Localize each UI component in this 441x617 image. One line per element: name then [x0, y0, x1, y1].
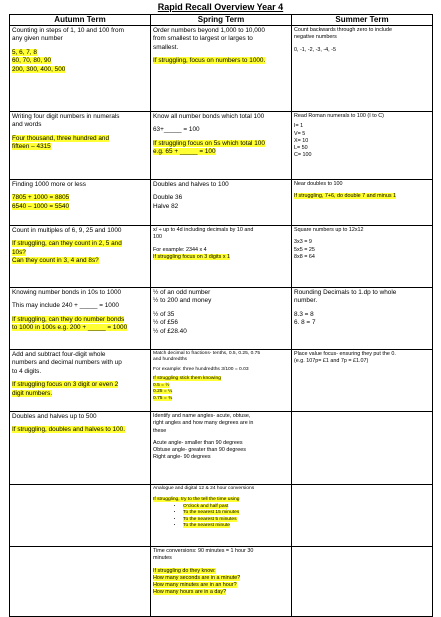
cell-text: Count in multiples of 6, 9, 25 and 1000: [12, 227, 122, 234]
table-row: [10, 226, 433, 288]
cell-text: Analogue and digital 12 & 24 hour conversions: [153, 486, 255, 491]
autumn-cell: [10, 288, 151, 350]
autumn-cell: [10, 485, 151, 547]
highlight-text: If struggling, try to the tell the time using: [153, 497, 240, 503]
table-row: [10, 485, 433, 547]
autumn-cell: [10, 180, 151, 226]
highlight-text: Four thousand, three hundred and: [12, 134, 109, 142]
cell-text: 100: [153, 234, 162, 241]
cell-text: ½ to 200 and money: [153, 297, 212, 305]
autumn-cell: [10, 112, 151, 180]
cell-text: This may include 240 + _____ = 1000: [12, 302, 119, 310]
autumn-cell: [10, 547, 151, 617]
spring-cell: [151, 350, 292, 412]
cell-text: Finding 1000 more or less: [12, 181, 86, 188]
table-row: [10, 547, 433, 617]
autumn-cell: [10, 412, 151, 485]
column-header-summer: Summer Term: [292, 15, 433, 26]
cell-text: Match decimal to fractions- tenths, 0.5, 0.25, 0.75: [153, 351, 261, 356]
cell-text: 5x5 = 25: [294, 246, 315, 253]
cell-text: Counting in steps of 1, 10 and 100 from: [12, 27, 124, 34]
highlight-text: If struggling focus on 5s which total 100: [153, 139, 265, 147]
highlight-text: If struggling, doubles and halves to 100.: [12, 426, 125, 434]
cell-text: 8x8 = 64: [294, 253, 315, 260]
cell-text: For example: 2344 x 4: [153, 246, 207, 253]
cell-text: Doubles and halves up to 500: [12, 413, 97, 420]
list-item: To the nearest minute: [183, 523, 231, 529]
cell-text: (e.g. 107p= £1 and 7p = £1.07): [294, 358, 369, 365]
summer-cell: [292, 350, 433, 412]
spring-cell: [151, 180, 292, 226]
cell-text: ½ of an odd number: [153, 289, 211, 296]
highlight-text: 200, 300, 400, 500: [12, 65, 66, 73]
highlight-text: If struggling, 7+6, do double 7 and minus 1: [294, 193, 397, 200]
spring-cell: [151, 547, 292, 617]
summer-cell: [292, 180, 433, 226]
cell-text: Double 36: [153, 194, 183, 202]
cell-text: from smallest to largest or larges to: [153, 35, 253, 43]
cell-text: V= 5: [294, 130, 306, 137]
cell-text: negative numbers: [294, 34, 337, 41]
spring-cell: [151, 226, 292, 288]
overview-table: [9, 14, 433, 617]
table-row: [10, 26, 433, 112]
page-title: Rapid Recall Overview Year 4: [157, 2, 284, 12]
highlight-text: 0.5 = ½: [153, 382, 170, 388]
cell-text: Know all number bonds which total 100: [153, 113, 265, 120]
summer-cell: [292, 412, 433, 485]
highlight-text: How many hours are in a day?: [153, 589, 227, 596]
column-header-spring: Spring Term: [151, 15, 292, 26]
highlight-text: 5, 6, 7, 8: [12, 48, 37, 56]
highlight-text: If struggling focus on 3 digit or even 2: [12, 381, 119, 389]
cell-text: Rounding Decimals to 1.dp to whole: [294, 289, 397, 296]
highlight-text: If struggling stick them knowing: [153, 376, 221, 382]
highlight-text: If struggling, can they count in 2, 5 and: [12, 240, 122, 248]
cell-text: to 4 digits.: [12, 367, 42, 375]
spring-cell: [151, 288, 292, 350]
highlight-text: If struggling focus on 3 digits x 1: [153, 253, 231, 260]
highlight-text: How many minutes are in an hour?: [153, 582, 237, 589]
cell-text: number.: [294, 297, 318, 305]
summer-cell: [292, 288, 433, 350]
cell-text: 8.3 = 8: [294, 310, 314, 318]
cell-text: any given number: [12, 35, 63, 43]
cell-text: Order numbers beyond 1,000 to 10,000: [153, 27, 265, 34]
cell-text: Halve 82: [153, 202, 179, 210]
summer-cell: [292, 485, 433, 547]
highlight-text: 60, 70, 80, 90: [12, 57, 52, 65]
highlight-text: If struggling, can they do number bonds: [12, 315, 125, 323]
cell-text: Acute angle- smaller than 90 degrees: [153, 439, 243, 446]
highlight-text: 10s?: [12, 248, 26, 256]
highlight-text: Can they count in 3, 4 and 8s?: [12, 257, 99, 265]
cell-text: Identify and name angles- acute, obtuse,: [153, 413, 251, 419]
cell-text: ½ of £28.40: [153, 327, 187, 335]
autumn-cell: [10, 226, 151, 288]
summer-cell: [292, 26, 433, 112]
cell-text: minutes: [153, 555, 172, 562]
cell-text: right angles and how many degrees are in: [153, 420, 254, 427]
cell-text: Knowing number bonds in 10s to 1000: [12, 289, 122, 296]
highlight-text: 6540 – 1000 = 5540: [12, 202, 70, 210]
cell-text: 6. 8 = 7: [294, 319, 316, 327]
autumn-cell: [10, 350, 151, 412]
highlight-text: e.g. 65 + _____ = 100: [153, 148, 216, 156]
cell-text: Square numbers up to 12x12: [294, 227, 364, 233]
bullet-list: [153, 504, 289, 530]
cell-text: x/ ÷ up to 4d including decimals by 10 and: [153, 227, 254, 233]
list-item: To the nearest 5 minutes: [183, 516, 237, 522]
cell-text: ½ of 35: [153, 310, 175, 318]
cell-text: For example: three hundredths 3/100 = 0.03: [153, 366, 249, 372]
cell-text: Time conversions: 90 minutes = 1 hour 30: [153, 548, 254, 554]
cell-text: Obtuse angle- greater than 90 degrees: [153, 447, 246, 454]
cell-text: 3x3 = 9: [294, 239, 312, 246]
spring-cell: [151, 412, 292, 485]
cell-text: Count backwards through zero to include: [294, 27, 392, 33]
list-item: To the nearest 15 minutes: [183, 510, 240, 516]
highlight-text: 0.75 = ¾: [153, 395, 173, 401]
autumn-cell: [10, 26, 151, 112]
highlight-text: 0.25 = ¼: [153, 389, 173, 395]
table-row: [10, 180, 433, 226]
table-row: [10, 350, 433, 412]
column-header-autumn: Autumn Term: [10, 15, 151, 26]
cell-text: Writing four digit numbers in numerals: [12, 113, 120, 120]
highlight-text: How many seconds are in a minute?: [153, 574, 241, 581]
spring-cell: [151, 26, 292, 112]
highlight-text: If struggling, focus on numbers to 1000.: [153, 57, 266, 65]
summer-cell: [292, 226, 433, 288]
cell-text: Place value focus- ensuring they put the 0.: [294, 351, 396, 357]
cell-text: Near doubles to 100: [294, 181, 343, 187]
cell-text: 0, -1, -2, -3, -4, -5: [294, 46, 336, 53]
cell-text: numbers and decimal numbers with up: [12, 359, 122, 367]
table-row: [10, 288, 433, 350]
highlight-text: If struggling do they know:: [153, 567, 216, 574]
cell-text: Doubles and halves to 100: [153, 181, 229, 188]
cell-text: C= 100: [294, 152, 312, 159]
cell-text: smallest.: [153, 43, 179, 51]
spring-cell: [151, 112, 292, 180]
cell-text: and words: [12, 121, 42, 129]
cell-text: Read Roman numerals to 100 (I to C): [294, 113, 384, 119]
cell-text: I= 1: [294, 123, 304, 130]
highlight-text: to 1000 in 100s e.g. 200 + _____ = 1000: [12, 324, 128, 332]
cell-text: X= 10: [294, 137, 309, 144]
highlight-text: fifteen – 4315: [12, 143, 51, 151]
spring-cell: [151, 485, 292, 547]
list-item: O’clock and half past: [183, 503, 229, 509]
summer-cell: [292, 547, 433, 617]
cell-text: L= 50: [294, 145, 308, 152]
summer-cell: [292, 112, 433, 180]
cell-text: and hundredths: [153, 357, 187, 363]
highlight-text: digit numbers.: [12, 389, 53, 397]
cell-text: these: [153, 427, 167, 434]
cell-text: ½ of £56: [153, 319, 178, 327]
header-row: [10, 15, 433, 26]
cell-text: Right angle- 90 degrees: [153, 454, 211, 461]
table-row: [10, 112, 433, 180]
table-row: [10, 412, 433, 485]
cell-text: Add and subtract four-digit whole: [12, 351, 106, 358]
cell-text: 63+_____ = 100: [153, 126, 200, 134]
highlight-text: 7805 + 1000 = 8805: [12, 194, 70, 202]
